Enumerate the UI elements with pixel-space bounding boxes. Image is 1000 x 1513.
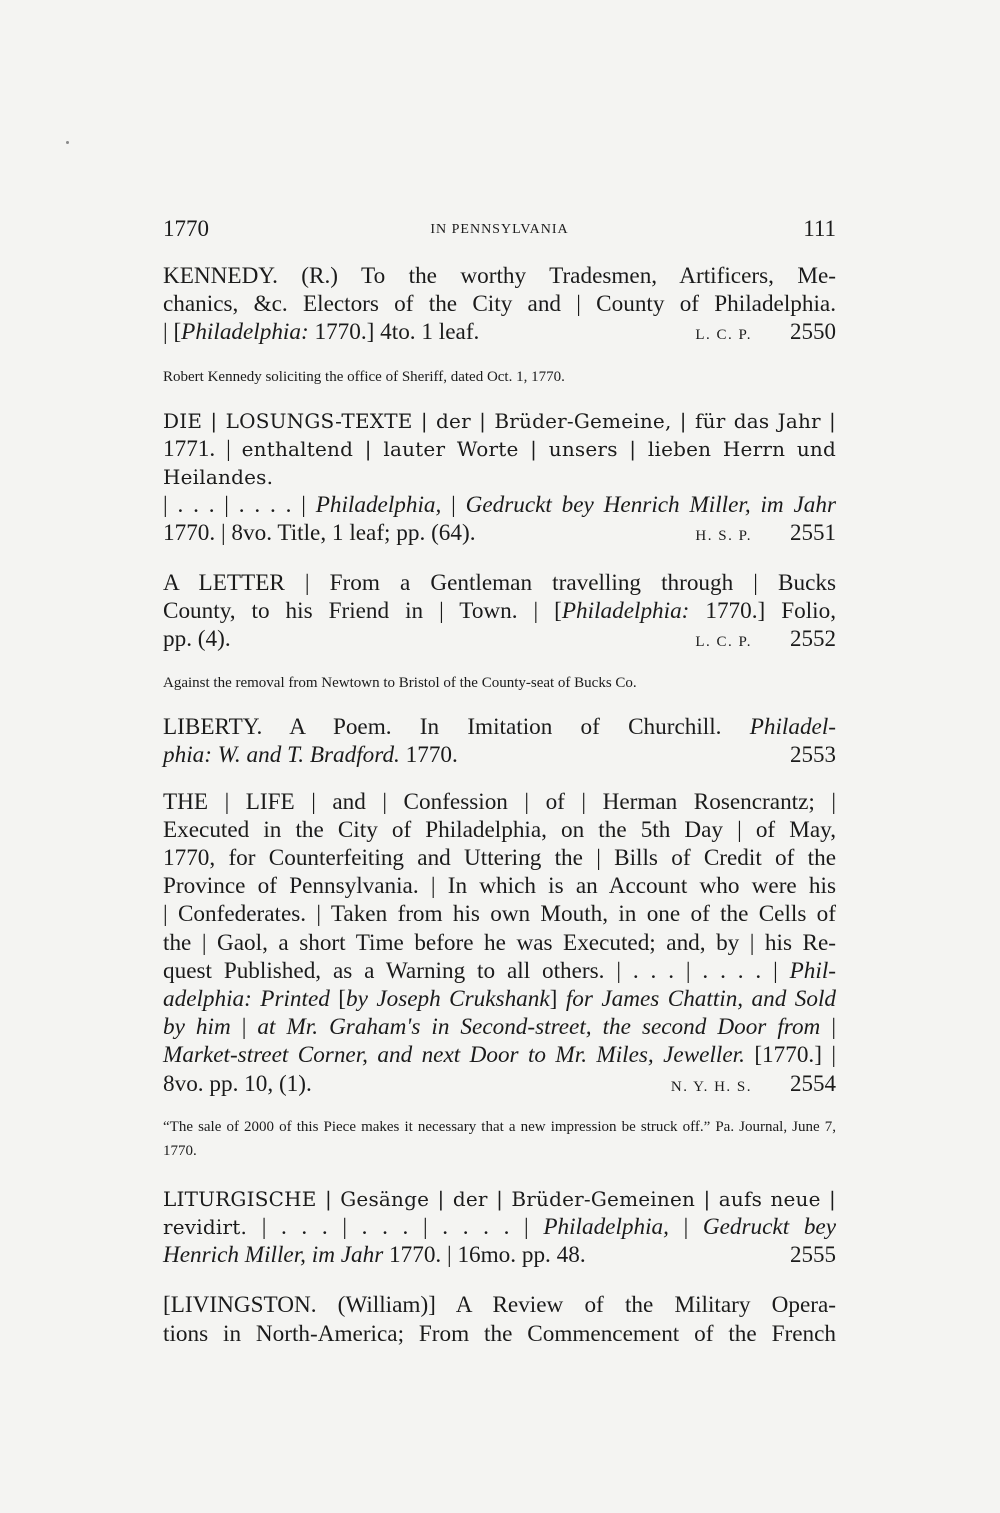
entry-line: pp. (4).: [163, 626, 231, 653]
entry-number: 2550: [790, 319, 836, 345]
entry-line: phia: W. and T. Bradford. 1770.: [163, 742, 458, 769]
entries-list: [163, 262, 836, 1348]
entry-note: Against the removal from Newtown to Bristol of the County-seat of Bucks Co.: [163, 675, 637, 692]
entry-line: Market-street Corner, and next Door to Mr. Miles, Jeweller. [1770.] |: [163, 1042, 836, 1069]
bibliography-entry: [163, 713, 836, 769]
bibliography-entry: [163, 407, 836, 551]
entry-line: revidirt. | . . . | . . . | . . . . | Philadelphia, | Gedruckt bey: [163, 1214, 836, 1241]
entry-ref: [790, 741, 836, 769]
entry-line: County, to his Friend in | Town. | [Philadelphia: 1770.] Folio,: [163, 597, 836, 624]
entry-last-line: [163, 318, 836, 349]
entry-line: quest Published, as a Warning to all others. | . . . | . . . . | Phil-: [163, 957, 836, 984]
entry-last-line: [163, 741, 836, 769]
entry-line: adelphia: Printed [by Joseph Crukshank] for James Chattin, and Sold: [163, 986, 836, 1013]
page-number: 111: [803, 216, 836, 241]
entry-line: A LETTER | From a Gentleman travelling through | Bucks: [163, 569, 836, 596]
entry-number: 2554: [790, 1070, 836, 1096]
entry-line: tions in North-America; From the Commencement of the French: [163, 1320, 836, 1347]
bibliography-entry: [163, 1291, 836, 1347]
paper-speck: [66, 141, 69, 144]
holding-library: H. S. P.: [695, 528, 752, 545]
entry-line: LIBERTY. A Poem. In Imitation of Churchill. Philadel-: [163, 714, 836, 741]
bibliography-entry: [163, 262, 836, 350]
entry-ref: [695, 625, 836, 656]
entry-line: | . . . | . . . . | Philadelphia, | Gedruckt bey Henrich Miller, im Jahr: [163, 492, 836, 519]
holding-library: L. C. P.: [695, 634, 752, 651]
entry-line: Executed in the City of Philadelphia, on the 5th Day | of May,: [163, 816, 836, 843]
entry-number: 2555: [790, 1242, 836, 1268]
entry-line: LITURGISCHE | Gesänge | der | Brüder-Gemeinen | aufs neue |: [163, 1186, 836, 1211]
bibliography-entry: [163, 788, 836, 1101]
entry-line: Henrich Miller, im Jahr 1770. | 16mo. pp. 48.: [163, 1242, 586, 1269]
holding-library: N. Y. H. S.: [670, 1078, 752, 1095]
entry-number: 2553: [790, 742, 836, 768]
entry-line: by him | at Mr. Graham's in Second-street, the second Door from |: [163, 1014, 836, 1041]
entry-line: 8vo. pp. 10, (1).: [163, 1070, 312, 1097]
entry-line: the | Gaol, a short Time before he was Executed; and, by | his Re-: [163, 929, 836, 956]
entry-line: 1770, for Counterfeiting and Uttering the | Bills of Credit of the: [163, 845, 836, 872]
entry-line: KENNEDY. (R.) To the worthy Tradesmen, Artificers, Me-: [163, 263, 836, 289]
entry-line: [LIVINGSTON. (William)] A Review of the Military Opera-: [163, 1292, 836, 1319]
entry-note: Robert Kennedy soliciting the office of Sheriff, dated Oct. 1, 1770.: [163, 368, 565, 385]
entry-line: chanics, &c. Electors of the City and | County of Philadelphia.: [163, 291, 836, 318]
entry-ref: [695, 318, 836, 349]
entry-line: | Confederates. | Taken from his own Mouth, in one of the Cells of: [163, 901, 836, 928]
entry-line: | [Philadelphia: 1770.] 4to. 1 leaf.: [163, 319, 480, 346]
entry-ref: [671, 1070, 836, 1101]
entry-line: THE | LIFE | and | Confession | of | Herman Rosencrantz; |: [163, 788, 836, 815]
entry-last-line: [163, 1070, 836, 1101]
entry-last-line: [163, 519, 836, 550]
entry-ref: [695, 519, 836, 550]
running-header: [163, 216, 836, 246]
entry-number: 2551: [790, 520, 836, 546]
bibliography-entry: [163, 569, 836, 657]
entry-ref: [790, 1241, 836, 1269]
bibliography-entry: [163, 1185, 836, 1270]
holding-library: L. C. P.: [695, 327, 752, 344]
entry-line: 1770. | 8vo. Title, 1 leaf; pp. (64).: [163, 520, 476, 547]
entry-line: Province of Pennsylvania. | In which is an Account who were his: [163, 873, 836, 900]
header-title: IN PENNSYLVANIA: [430, 222, 569, 237]
entry-note: “The sale of 2000 of this Piece makes it necessary that a new impression be struck off.” Pa. Journal, June 7, 1770.: [163, 1118, 836, 1159]
entry-line: 1771. | enthaltend | lauter Worte | unsers | lieben Herrn und Heilandes.: [163, 435, 836, 490]
entry-last-line: [163, 1241, 836, 1269]
entry-last-line: [163, 625, 836, 656]
header-year: 1770: [163, 216, 209, 241]
entry-line: DIE | LOSUNGS-TEXTE | der | Brüder-Gemeine, | für das Jahr |: [163, 408, 836, 433]
entry-number: 2552: [790, 626, 836, 652]
